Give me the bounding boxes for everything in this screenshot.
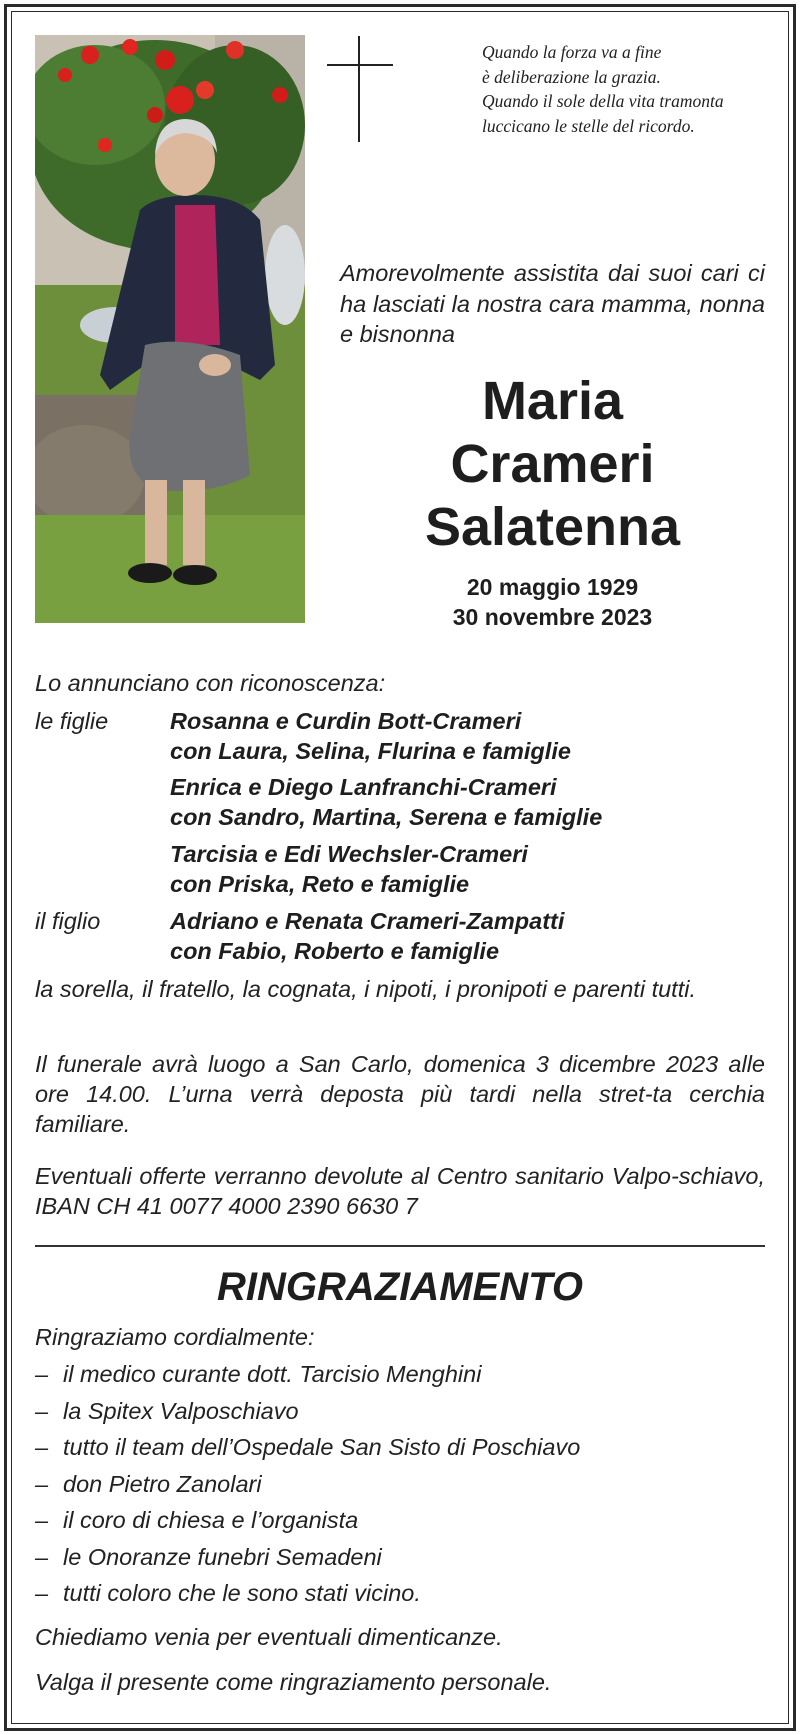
poem-line: Quando il sole della vita tramonta	[482, 91, 724, 111]
dash-icon: –	[35, 1361, 49, 1387]
life-dates	[330, 572, 775, 632]
closing-apology: Chiediamo venia per eventuali dimenticanze.	[35, 1624, 503, 1650]
list-item-text: don Pietro Zanolari	[63, 1470, 262, 1497]
other-relatives: la sorella, il fratello, la cognata, i nipoti, i pronipoti e parenti tutti.	[35, 976, 696, 1002]
dash-icon: –	[35, 1543, 49, 1570]
cross-icon	[327, 36, 393, 142]
list-item	[35, 1396, 765, 1433]
list-item	[35, 1432, 765, 1469]
funeral-notice: Il funerale avrà luogo a San Carlo, domenica 3 dicembre 2023 alle ore 14.00. L’urna verrà deposta più tardi nella stret-ta cerchia familiare.	[35, 1051, 765, 1137]
family-entry	[170, 839, 770, 899]
thanks-list	[35, 1359, 765, 1615]
thanks-intro: Ringraziamo cordialmente:	[35, 1324, 315, 1350]
family-entry	[170, 772, 770, 832]
list-item	[35, 1469, 765, 1506]
family-line: Enrica e Diego Lanfranchi-Crameri	[170, 774, 557, 800]
intro-text: Amorevolmente assistita dai suoi cari ci ha lasciati la nostra cara mamma, nonna e bisnonna	[340, 260, 765, 347]
dash-icon: –	[35, 1434, 49, 1460]
relation-label: le figlie	[35, 708, 109, 734]
closing-thanks: Valga il presente come ringraziamento personale.	[35, 1669, 552, 1695]
deceased-name	[330, 370, 775, 559]
poem-line: luccicano le stelle del ricordo.	[482, 115, 695, 136]
donation-notice: Eventuali offerte verranno devolute al Centro sanitario Valpo-schiavo, IBAN CH 41 0077 4000 2390 6630 7	[35, 1163, 765, 1219]
family-line: con Sandro, Martina, Serena e famiglie	[170, 804, 603, 830]
name-line: Maria	[481, 371, 624, 431]
dash-icon: –	[35, 1397, 49, 1424]
announcement: Lo annunciano con riconoscenza:	[35, 670, 386, 696]
poem-line: è deliberazione la grazia.	[482, 66, 661, 87]
death-date: 30 novembre 2023	[452, 604, 653, 630]
name-line: Salatenna	[424, 497, 681, 557]
family-line: con Priska, Reto e famiglie	[170, 871, 470, 897]
family-entry	[170, 906, 770, 966]
list-item-text: le Onoranze funebri Semadeni	[63, 1543, 382, 1570]
list-item	[35, 1542, 765, 1579]
family-line: con Laura, Selina, Flurina e famiglie	[170, 738, 571, 764]
poem-line: Quando la forza va a fine	[482, 42, 662, 62]
dash-icon: –	[35, 1507, 49, 1533]
family-line: Adriano e Renata Crameri-Zampatti	[170, 908, 565, 934]
divider	[35, 1245, 765, 1247]
family-line: Tarcisia e Edi Wechsler-Crameri	[170, 841, 528, 867]
name-line: Crameri	[450, 434, 655, 494]
dash-icon: –	[35, 1470, 49, 1497]
list-item	[35, 1578, 765, 1615]
poem	[482, 40, 782, 138]
family-line: con Fabio, Roberto e famiglie	[170, 938, 500, 964]
birth-date: 20 maggio 1929	[466, 574, 639, 600]
list-item	[35, 1505, 765, 1542]
list-item-text: tutti coloro che le sono stati vicino.	[63, 1580, 421, 1606]
family-entry	[170, 706, 770, 766]
portrait-photo	[35, 35, 305, 623]
list-item	[35, 1359, 765, 1396]
dash-icon: –	[35, 1580, 49, 1606]
list-item-text: il coro di chiesa e l’organista	[63, 1507, 359, 1533]
relation-label: il figlio	[35, 908, 101, 934]
thanks-title: RINGRAZIAMENTO	[217, 1265, 583, 1309]
family-line: Rosanna e Curdin Bott-Crameri	[170, 708, 522, 734]
list-item-text: il medico curante dott. Tarcisio Menghini	[63, 1361, 482, 1387]
list-item-text: tutto il team dell’Ospedale San Sisto di Poschiavo	[63, 1434, 581, 1460]
list-item-text: la Spitex Valposchiavo	[63, 1397, 299, 1424]
